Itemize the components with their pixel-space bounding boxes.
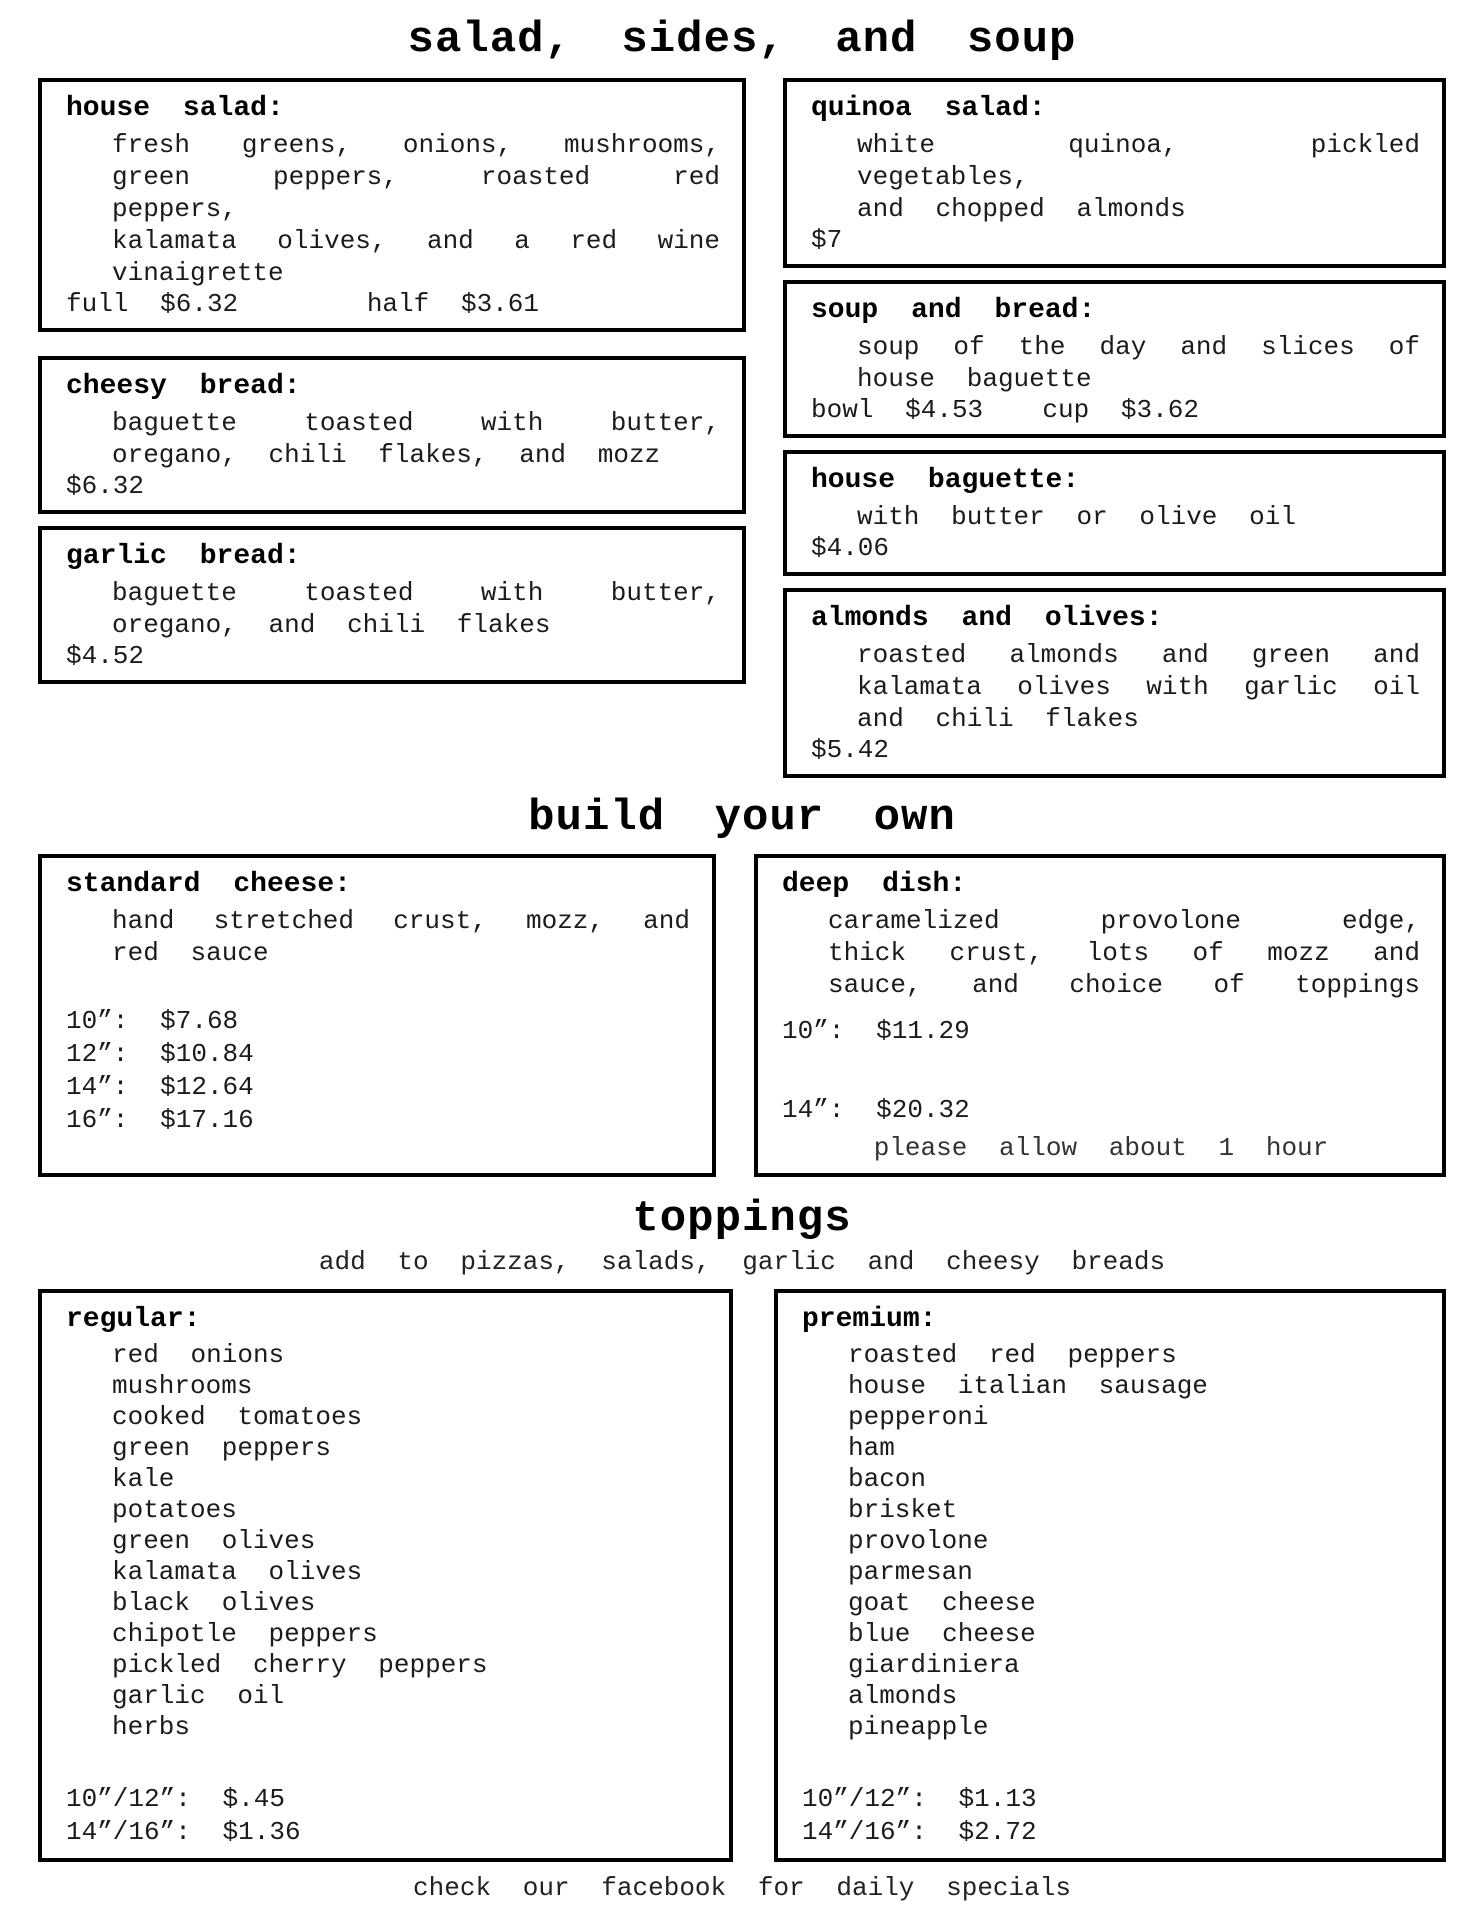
topping-item: brisket xyxy=(848,1495,958,1525)
description xyxy=(112,905,690,969)
size-price-list xyxy=(66,1783,707,1849)
desc-line: green peppers, roasted red peppers, xyxy=(112,162,720,224)
topping-list xyxy=(848,1340,1420,1743)
description xyxy=(857,501,1420,533)
topping-item: cooked tomatoes xyxy=(112,1402,363,1432)
size-price-line: 14”: $20.32 xyxy=(782,1095,970,1125)
topping-item: green peppers xyxy=(112,1433,331,1463)
desc-line: white quinoa, pickled vegetables, xyxy=(857,130,1420,192)
desc-line: oregano, and chili flakes xyxy=(112,610,551,640)
topping-item: almonds xyxy=(848,1681,958,1711)
desc-line: hand stretched crust, mozz, and xyxy=(112,906,690,936)
topping-item: bacon xyxy=(848,1464,927,1494)
box-title: almonds and olives: xyxy=(811,603,1163,634)
description xyxy=(857,129,1420,225)
box-title: quinoa salad: xyxy=(811,93,1046,124)
price-cup: cup $3.62 xyxy=(1042,395,1199,425)
topping-item: giardiniera xyxy=(848,1650,1020,1680)
section-title-toppings: toppings xyxy=(632,1194,852,1244)
topping-item: pineapple xyxy=(848,1712,989,1742)
box-title: house salad: xyxy=(66,93,284,124)
salads-right-column xyxy=(783,78,1446,778)
salads-left-column xyxy=(38,78,746,778)
price-half: half $3.61 xyxy=(366,289,539,319)
section-title-build-your-own: build your own xyxy=(528,793,956,843)
topping-item: parmesan xyxy=(848,1557,973,1587)
salads-section xyxy=(38,78,1446,778)
box-title: garlic bread: xyxy=(66,541,301,572)
box-title: soup and bread: xyxy=(811,295,1096,326)
description xyxy=(112,129,720,289)
desc-line: red sauce xyxy=(112,938,269,968)
menu-box-house-baguette xyxy=(783,450,1446,576)
size-price-list xyxy=(802,1783,1420,1849)
topping-list xyxy=(112,1340,707,1743)
topping-item: provolone xyxy=(848,1526,989,1556)
menu-box-regular-toppings xyxy=(38,1289,733,1862)
description xyxy=(857,331,1420,395)
box-title: standard cheese: xyxy=(66,869,351,900)
desc-line: kalamata olives, and a red wine xyxy=(112,226,720,256)
menu-box-soup-and-bread xyxy=(783,280,1446,438)
desc-line: oregano, chili flakes, and mozz xyxy=(112,440,661,470)
box-title: house baguette: xyxy=(811,465,1080,496)
size-price-line: 14”: $12.64 xyxy=(66,1072,254,1102)
box-title: deep dish: xyxy=(782,869,967,900)
desc-line: baguette toasted with butter, xyxy=(112,578,720,608)
desc-line: sauce, and choice of toppings xyxy=(828,970,1420,1000)
topping-item: garlic oil xyxy=(112,1681,285,1711)
desc-line: thick crust, lots of mozz and xyxy=(828,938,1420,968)
topping-item: goat cheese xyxy=(848,1588,1036,1618)
size-price-line: 10”: $7.68 xyxy=(66,1006,239,1036)
desc-line: roasted almonds and green and xyxy=(857,640,1420,670)
toppings-section xyxy=(38,1289,1446,1862)
price-row xyxy=(811,395,1420,425)
menu-box-almonds-and-olives xyxy=(783,588,1446,778)
price: $4.52 xyxy=(66,641,145,671)
box-title: cheesy bread: xyxy=(66,371,301,402)
topping-item: blue cheese xyxy=(848,1619,1036,1649)
price: $5.42 xyxy=(811,735,890,765)
price: $7 xyxy=(811,225,843,255)
desc-line: caramelized provolone edge, xyxy=(828,906,1420,936)
topping-item: kalamata olives xyxy=(112,1557,363,1587)
description xyxy=(828,905,1420,1001)
topping-item: house italian sausage xyxy=(848,1371,1208,1401)
desc-line: soup of the day and slices of xyxy=(857,332,1420,362)
menu-box-house-salad xyxy=(38,78,746,332)
size-price-line: 14”/16”: $1.36 xyxy=(66,1817,301,1847)
price-bowl: bowl $4.53 xyxy=(811,395,984,425)
topping-item: black olives xyxy=(112,1588,316,1618)
size-price-list xyxy=(66,1005,690,1137)
topping-item: potatoes xyxy=(112,1495,237,1525)
topping-item: ham xyxy=(848,1433,895,1463)
desc-line: house baguette xyxy=(857,364,1092,394)
section-title-salads-sides-soup: salad, sides, and soup xyxy=(407,15,1077,65)
footer-note: check our facebook for daily specials xyxy=(413,1873,1071,1903)
description xyxy=(112,407,720,471)
menu-box-quinoa-salad xyxy=(783,78,1446,268)
size-price-line: 12”: $10.84 xyxy=(66,1039,254,1069)
size-price-line: 10”/12”: $.45 xyxy=(66,1784,285,1814)
desc-line: with butter or olive oil xyxy=(857,502,1296,532)
topping-item: green olives xyxy=(112,1526,316,1556)
menu-box-standard-cheese xyxy=(38,854,716,1177)
desc-line: kalamata olives with garlic oil xyxy=(857,672,1420,702)
desc-line: and chili flakes xyxy=(857,704,1139,734)
description xyxy=(857,639,1420,735)
box-title: premium: xyxy=(802,1304,937,1335)
topping-item: roasted red peppers xyxy=(848,1340,1177,1370)
price-full: full $6.32 xyxy=(66,289,239,319)
build-section xyxy=(38,854,1446,1177)
topping-item: kale xyxy=(112,1464,175,1494)
menu-box-garlic-bread xyxy=(38,526,746,684)
topping-item: pepperoni xyxy=(848,1402,989,1432)
menu-box-cheesy-bread xyxy=(38,356,746,514)
topping-item: pickled cherry peppers xyxy=(112,1650,488,1680)
topping-item: mushrooms xyxy=(112,1371,253,1401)
deep-dish-note: please allow about 1 hour xyxy=(873,1133,1329,1163)
menu-box-premium-toppings xyxy=(774,1289,1446,1862)
size-price-line: 14”/16”: $2.72 xyxy=(802,1817,1037,1847)
menu-box-deep-dish xyxy=(754,854,1446,1177)
desc-line: vinaigrette xyxy=(112,258,284,288)
desc-line: fresh greens, onions, mushrooms, xyxy=(112,130,720,160)
size-price-line: 16”: $17.16 xyxy=(66,1105,254,1135)
price-row xyxy=(66,289,720,319)
box-title: regular: xyxy=(66,1304,201,1335)
price: $4.06 xyxy=(811,533,890,563)
topping-item: chipotle peppers xyxy=(112,1619,378,1649)
price: $6.32 xyxy=(66,471,145,501)
desc-line: and chopped almonds xyxy=(857,194,1186,224)
description xyxy=(112,577,720,641)
desc-line: baguette toasted with butter, xyxy=(112,408,720,438)
size-price-line: 10”/12”: $1.13 xyxy=(802,1784,1037,1814)
size-price-line: 10”: $11.29 xyxy=(782,1016,970,1046)
toppings-subtitle: add to pizzas, salads, garlic and cheesy breads xyxy=(318,1247,1166,1277)
topping-item: red onions xyxy=(112,1340,285,1370)
topping-item: herbs xyxy=(112,1712,191,1742)
